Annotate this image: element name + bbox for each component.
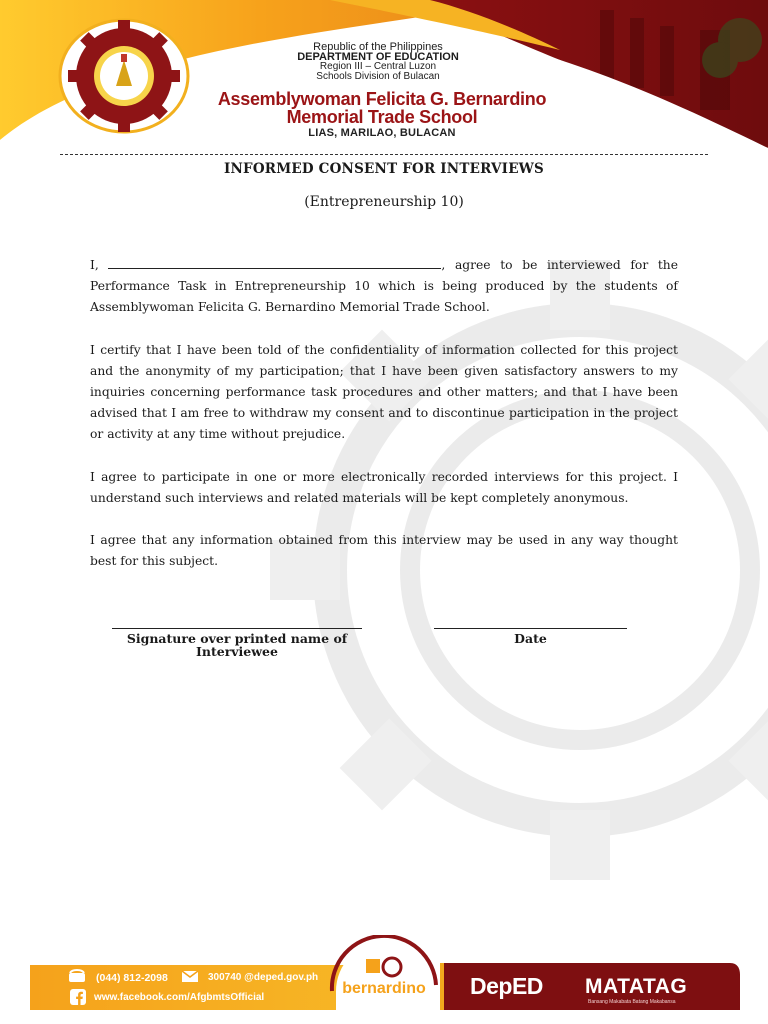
date-label: Date	[514, 631, 547, 646]
footer-facebook: www.facebook.com/AfgbmtsOfficial	[94, 992, 265, 1003]
agency-division: Schools Division of Bulacan	[316, 71, 440, 82]
agency-country: Republic of the Philippines	[313, 41, 443, 53]
date-line[interactable]	[434, 628, 627, 629]
school-seal-icon	[52, 18, 192, 134]
date-block	[434, 628, 627, 645]
signature-line[interactable]	[112, 628, 362, 629]
consent-p1-start: I,	[90, 258, 109, 272]
mail-icon	[181, 969, 199, 983]
consent-paragraph-1	[90, 254, 678, 319]
consent-paragraph-3: I agree to participate in one or more electronically recorded interviews for this project. I understand such interviews and related materials will be kept completely anonymous.	[90, 469, 678, 505]
agency-block	[270, 42, 486, 82]
matatag-tagline: Bansang Makabata Batang Makabansa	[588, 999, 676, 1005]
footer-phone: (044) 812-2098	[96, 972, 168, 984]
agency-department: DEPARTMENT OF EDUCATION	[297, 51, 459, 63]
consent-body	[90, 254, 678, 593]
footer-email: 300740 @deped.gov.ph	[208, 972, 319, 983]
facebook-icon	[70, 989, 86, 1005]
consent-paragraph-2: I certify that I have been told of the confidentiality of information collected for this project and the anonymity of my participation; that I have been given satisfactory answers to my inquiries concerning performance task procedures and other matters; and that I have been advised that I am free to withdraw my consent and to discontinue participation in the project or activity at any time without prejudice.	[90, 342, 678, 442]
participant-name-blank[interactable]	[108, 254, 441, 269]
school-address: LIAS, MARILAO, BULACAN	[308, 127, 456, 139]
phone-icon	[68, 969, 86, 983]
school-name-line1: Assemblywoman Felicita G. Bernardino	[217, 89, 547, 109]
matatag-logo: MATATAG	[585, 975, 688, 998]
bernardino-logo-icon	[322, 935, 446, 1017]
document-subtitle: (Entrepreneurship 10)	[304, 194, 464, 210]
deped-logo: DepED	[470, 973, 543, 999]
school-name-line2: Memorial Trade School	[286, 107, 478, 127]
document-title: INFORMED CONSENT FOR INTERVIEWS	[223, 161, 544, 177]
letterhead	[0, 0, 768, 150]
signature-label-line2: Interviewee	[196, 644, 278, 659]
signature-block	[112, 628, 362, 658]
school-name-block	[196, 90, 568, 140]
consent-paragraph-4: I agree that any information obtained from this interview may be used in any way thought best for this subject.	[90, 533, 678, 569]
agency-region: Region III – Central Luzon	[319, 61, 437, 72]
signature-label-line1: Signature over printed name of	[126, 631, 348, 646]
letterhead-footer	[0, 935, 768, 1024]
svg-text:bernardino: bernardino	[342, 980, 426, 997]
consent-p1-rest: , agree to be interviewed for the Performance Task in Entrepreneurship 10 which is being produced by the students of Assemblywoman Felicita G. Bernardino Memorial Trade School.	[90, 258, 678, 315]
